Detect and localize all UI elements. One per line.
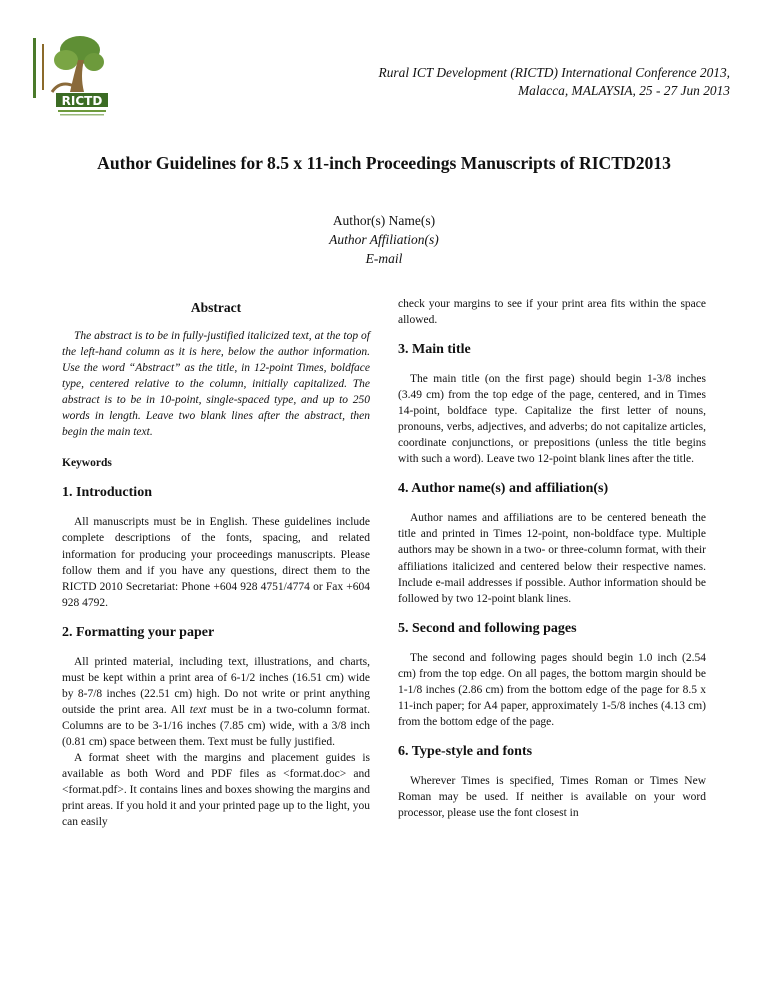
left-column xyxy=(62,296,370,830)
section-6-text: Wherever Times is specified, Times Roman or Times New Roman may be used. If neither is available on your word processor, please use the font closest in xyxy=(398,774,706,819)
keywords-heading: Keywords xyxy=(62,457,112,470)
right-column xyxy=(398,296,706,821)
paper-title: Author Guidelines for 8.5 x 11-inch Proceedings Manuscripts of RICTD2013 xyxy=(97,153,671,173)
conference-line-2: Malacca, MALAYSIA, 25 - 27 Jun 2013 xyxy=(518,83,730,98)
conference-header xyxy=(250,64,730,100)
section-3-text: The main title (on the first page) should begin 1-3/8 inches (3.49 cm) from the top edge of the page, centered, and in Times 14-point, boldface type. Capitalize the first letter of nouns, pronouns, verbs, adjectives, and adverbs; do not capitalize articles, coordinate conjunctions, or prepositions (unless the title begins with such a word). Leave two 12-point blank lines after the title. xyxy=(398,373,706,466)
section-2-paragraph-2: A format sheet with the margins and placement guides is available as both Word and PDF files as <format.doc> and <format.pdf>. It contains lines and boxes showing the margins and print areas. If you hold it and your printed page up to the light, you can easily xyxy=(62,751,370,829)
author-names: Author(s) Name(s) xyxy=(332,213,436,228)
abstract-text: The abstract is to be in fully-justified italicized text, at the top of the left-hand column as it is here, below the author information. Use the word “Abstract” as the title, in 12-point Times, boldface type, centered relative to the column, initially capitalized. The abstract is to be in 10-point, single-spaced type, and up to 250 words in length. Leave two blank lines after the abstract, then begin the main text. xyxy=(62,330,370,439)
rictd-logo xyxy=(30,30,110,125)
s2-text-em: text xyxy=(189,703,207,716)
logo-tree-leaf-2 xyxy=(84,53,104,71)
author-affiliation: Author Affiliation(s) xyxy=(329,232,439,247)
s2-text-b: must be in a two-column format. Columns are to be 3-1/16 inches (7.85 cm) wide, with a 3/8 inch (0.81 cm) space between them. Text must be fully justified. xyxy=(62,703,370,748)
section-3-heading: 3. Main title xyxy=(398,342,471,358)
logo-graphic xyxy=(30,30,110,125)
section-5-heading: 5. Second and following pages xyxy=(398,620,577,636)
abstract-heading: Abstract xyxy=(190,300,242,315)
conference-line-1: Rural ICT Development (RICTD) International Conference 2013, xyxy=(378,65,730,80)
logo-left-bar-2 xyxy=(42,44,44,90)
logo-text: RICTD xyxy=(61,94,103,108)
section-2-paragraph-1 xyxy=(62,654,370,750)
section-2-heading: 2. Formatting your paper xyxy=(62,624,215,640)
section-4-text: Author names and affiliations are to be centered beneath the title and printed in Times 12-point, non-boldface type. Multiple authors may be shown in a two- or three-column format, with their affiliations italicized and centered below their respective names. Include e-mail addresses if possible. Author information should be followed by two 12-point blank lines. xyxy=(398,512,706,605)
section-1-text: All manuscripts must be in English. These guidelines include complete descriptions of the fonts, spacing, and related information for producing your proceedings manuscripts. Please follow them and if you have any questions, direct them to the RICTD 2010 Secretariat: Phone +604 928 4751/4774 or Fax +604 928 4792. xyxy=(62,516,370,609)
continued-text: check your margins to see if your print area fits within the space allowed. xyxy=(398,298,706,327)
section-6-heading: 6. Type-style and fonts xyxy=(398,743,533,759)
section-4-heading: 4. Author name(s) and affiliation(s) xyxy=(398,481,609,497)
logo-left-bar xyxy=(33,38,36,98)
logo-subline-2 xyxy=(60,114,104,116)
section-5-text: The second and following pages should begin 1.0 inch (2.54 cm) from the top edge. On all pages, the bottom margin should be 1-1/8 inches (2.86 cm) from the bottom edge of the page for 8.5 x 11-inch paper; for A4 paper, approximately 1-5/8 inches (4.13 cm) from the bottom edge of the page. xyxy=(398,651,706,728)
section-1-heading: 1. Introduction xyxy=(62,485,152,501)
s2-text-a: All printed material, including text, illustrations, and charts, must be kept within a print area of 6-1/2 inches (16.51 cm) wide by 8-7/8 inches (22.51 cm) high. Do not write or print anything outside the print area. All xyxy=(62,655,370,716)
logo-tree-leaf xyxy=(54,50,78,70)
author-block xyxy=(0,211,768,268)
logo-subline xyxy=(58,110,106,112)
author-email: E-mail xyxy=(365,251,403,266)
